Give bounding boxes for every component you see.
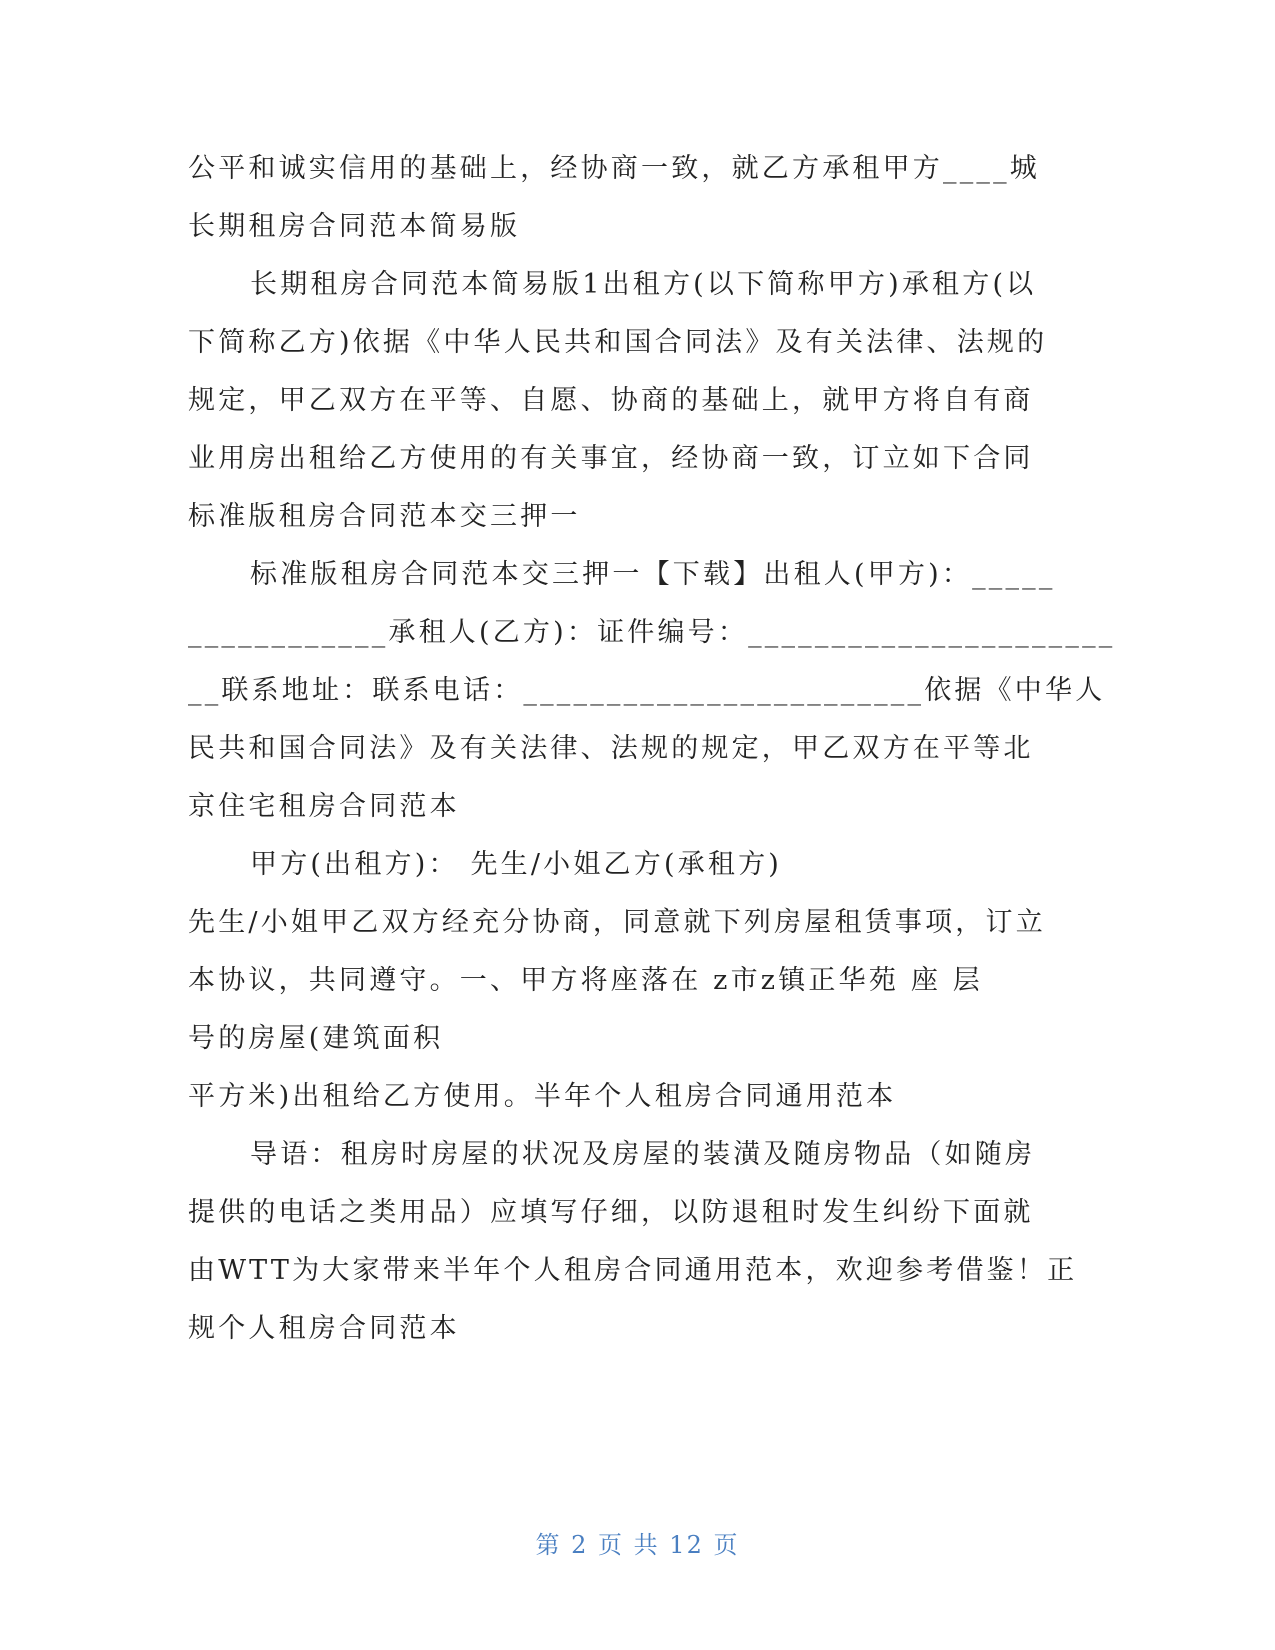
page-number-footer: 第 2 页 共 12 页: [535, 1531, 740, 1559]
paragraph-start: 标准版租房合同范本交三押一【下载】出租人(甲方)：_____: [250, 559, 1056, 590]
section-heading: 京住宅租房合同范本: [188, 791, 460, 822]
text-line: 公平和诚实信用的基础上，经协商一致，就乙方承租甲方____城: [188, 153, 1040, 184]
text-line: 下简称乙方)依据《中华人民共和国合同法》及有关法律、法规的: [188, 327, 1048, 358]
text-line: 业用房出租给乙方使用的有关事宜，经协商一致，订立如下合同: [188, 443, 1034, 474]
paragraph-start: 甲方(出租方)： 先生/小姐乙方(承租方): [250, 849, 783, 880]
text-line: 规定，甲乙双方在平等、自愿、协商的基础上，就甲方将自有商: [188, 385, 1034, 416]
text-line: 提供的电话之类用品）应填写仔细，以防退租时发生纠纷下面就: [188, 1197, 1034, 1228]
section-heading: 长期租房合同范本简易版: [188, 211, 521, 242]
paragraph-start: 导语：租房时房屋的状况及房屋的装潢及随房物品（如随房: [250, 1139, 1036, 1170]
paragraph-start: 长期租房合同范本简易版1出租方(以下简称甲方)承租方(以: [250, 269, 1037, 300]
text-line: __联系地址：联系电话：________________________依据《中华人: [188, 675, 1106, 706]
text-line: 先生/小姐甲乙双方经充分协商，同意就下列房屋租赁事项，订立: [188, 907, 1046, 938]
text-line: 号的房屋(建筑面积: [188, 1023, 444, 1054]
text-line: 本协议，共同遵守。一、甲方将座落在 z市z镇正华苑 座 层: [188, 965, 983, 996]
section-heading: 标准版租房合同范本交三押一: [188, 501, 581, 532]
text-line: ____________承租人(乙方)：证件编号：______________________: [188, 617, 1116, 648]
text-line: 规个人租房合同范本: [188, 1313, 460, 1344]
document-body: [188, 140, 1116, 1358]
text-line: 由WTT为大家带来半年个人租房合同通用范本，欢迎参考借鉴！正: [188, 1255, 1078, 1286]
text-line: 平方米)出租给乙方使用。半年个人租房合同通用范本: [188, 1081, 897, 1112]
text-line: 民共和国合同法》及有关法律、法规的规定，甲乙双方在平等北: [188, 733, 1034, 764]
